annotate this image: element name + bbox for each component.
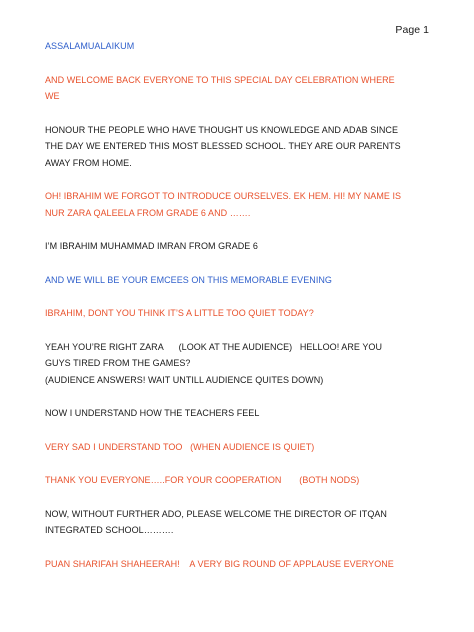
script-line: AND WELCOME BACK EVERYONE TO THIS SPECIAL DAY CELEBRATION WHERE (45, 74, 395, 85)
script-paragraph (45, 188, 437, 221)
script-line: NOW I UNDERSTAND HOW THE TEACHERS FEEL (45, 408, 260, 418)
script-line: (AUDIENCE ANSWERS! WAIT UNTILL AUDIENCE QUITES DOWN) (45, 374, 324, 385)
script-paragraph (45, 238, 437, 255)
script-line: VERY SAD I UNDERSTAND TOO (WHEN AUDIENCE IS QUIET) (45, 441, 315, 452)
script-line: NUR ZARA QALEELA FROM GRADE 6 AND ……. (45, 207, 251, 218)
script-line: AWAY FROM HOME. (45, 157, 132, 168)
script-line: GUYS TIRED FROM THE GAMES? (45, 358, 191, 368)
page-number: Page 1 (395, 24, 429, 36)
script-line: WE (45, 91, 60, 101)
script-paragraph (45, 72, 437, 105)
script-paragraph (45, 305, 437, 322)
script-paragraph (45, 556, 437, 573)
script-paragraph (45, 122, 437, 172)
script-line: AND WE WILL BE YOUR EMCEES ON THIS MEMORABLE EVENING (45, 274, 332, 285)
script-paragraph (45, 405, 437, 422)
script-line: I’M IBRAHIM MUHAMMAD IMRAN FROM GRADE 6 (45, 241, 258, 251)
script-line: ASSALAMUALAIKUM (45, 41, 135, 51)
script-line: NOW, WITHOUT FURTHER ADO, PLEASE WELCOME THE DIRECTOR OF ITQAN (45, 508, 387, 519)
script-body (45, 38, 437, 589)
script-paragraph (45, 339, 437, 389)
script-paragraph (45, 472, 437, 489)
script-paragraph (45, 506, 437, 539)
script-line: IBRAHIM, DONT YOU THINK IT’S A LITTLE TOO QUIET TODAY? (45, 308, 314, 318)
script-line: INTEGRATED SCHOOL………. (45, 525, 174, 535)
script-paragraph (45, 38, 437, 55)
script-line: PUAN SHARIFAH SHAHEERAH! A VERY BIG ROUND OF APPLAUSE EVERYONE (45, 558, 394, 569)
script-line: THANK YOU EVERYONE…..FOR YOUR COOPERATION (BOTH NODS) (45, 475, 360, 485)
script-line: OH! IBRAHIM WE FORGOT TO INTRODUCE OURSELVES. EK HEM. HI! MY NAME IS (45, 191, 402, 201)
script-line: YEAH YOU’RE RIGHT ZARA (LOOK AT THE AUDIENCE) HELLOO! ARE YOU (45, 341, 382, 352)
script-line: THE DAY WE ENTERED THIS MOST BLESSED SCHOOL. THEY ARE OUR PARENTS (45, 141, 401, 151)
script-paragraph (45, 272, 437, 289)
script-line: HONOUR THE PEOPLE WHO HAVE THOUGHT US KNOWLEDGE AND ADAB SINCE (45, 124, 398, 135)
script-paragraph (45, 439, 437, 456)
